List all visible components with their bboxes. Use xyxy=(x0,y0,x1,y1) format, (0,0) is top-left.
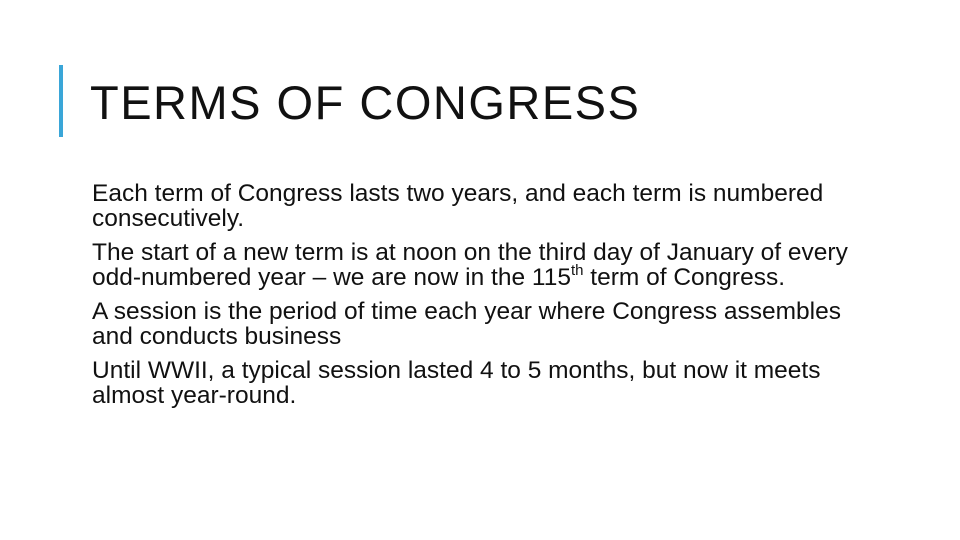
paragraph-term-start xyxy=(92,240,882,290)
slide-body xyxy=(92,181,882,417)
slide-title: TERMS OF CONGRESS xyxy=(90,76,641,129)
paragraph-term-length: Each term of Congress lasts two years, and each term is numbered consecutively. xyxy=(92,180,824,232)
paragraph-session-definition: A session is the period of time each year where Congress assembles and conducts business xyxy=(92,298,841,350)
title-accent-bar xyxy=(59,65,63,137)
term-start-text-end: term of Congress. xyxy=(583,264,785,291)
ordinal-suffix: th xyxy=(570,261,584,279)
paragraph-session-length: Until WWII, a typical session lasted 4 to 5 months, but now it meets almost year-round. xyxy=(92,357,821,409)
term-start-text: The start of a new term is at noon on the third day of January of every odd-numbered year – we are now in the 115 xyxy=(92,239,848,291)
